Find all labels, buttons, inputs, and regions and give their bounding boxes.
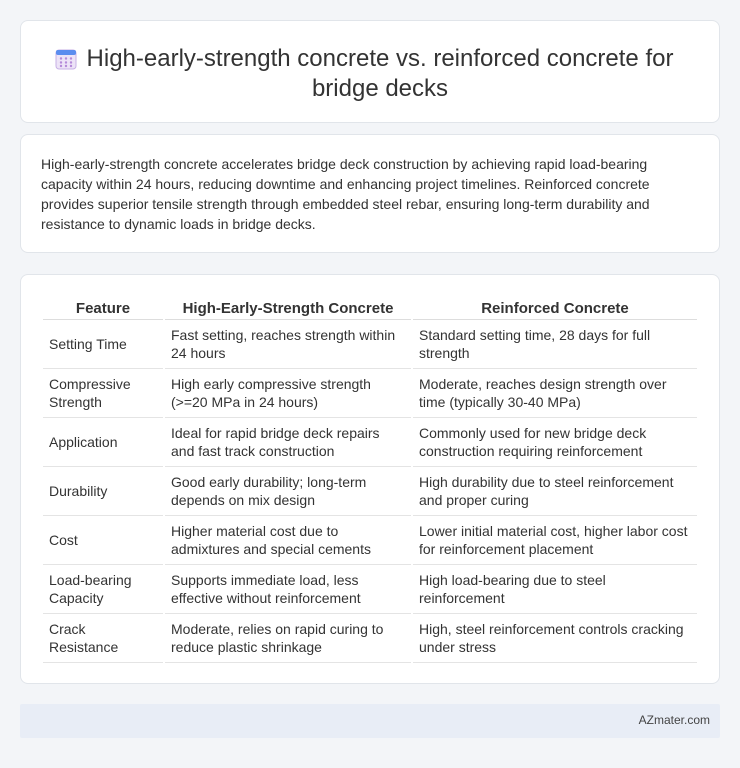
page-title: High-early-strength concrete vs. reinforced concrete for bridge decks (86, 45, 674, 102)
table-row (43, 516, 697, 565)
column-header-reinforced: Reinforced Concrete (413, 295, 697, 320)
high-early-cell: Good early durability; long-term depends on mix design (165, 467, 411, 516)
feature-cell: Cost (43, 516, 163, 565)
high-early-cell: Higher material cost due to admixtures and special cements (165, 516, 411, 565)
high-early-cell: Supports immediate load, less effective without reinforcement (165, 565, 411, 614)
feature-cell: Load-bearing Capacity (43, 565, 163, 614)
comparison-card (20, 274, 720, 684)
column-header-feature: Feature (43, 295, 163, 320)
high-early-cell: Fast setting, reaches strength within 24 hours (165, 320, 411, 369)
table-row (43, 418, 697, 467)
reinforced-cell: High, steel reinforcement controls cracking under stress (413, 614, 697, 663)
feature-cell: Compressive Strength (43, 369, 163, 418)
reinforced-cell: Standard setting time, 28 days for full strength (413, 320, 697, 369)
comparison-table (41, 295, 699, 663)
table-row (43, 565, 697, 614)
reinforced-cell: Moderate, reaches design strength over time (typically 30-40 MPa) (413, 369, 697, 418)
footer (20, 704, 720, 738)
table-header-row (43, 295, 697, 320)
table-row (43, 369, 697, 418)
table-row (43, 320, 697, 369)
reinforced-cell: High durability due to steel reinforcement and proper curing (413, 467, 697, 516)
high-early-cell: Moderate, relies on rapid curing to reduce plastic shrinkage (165, 614, 411, 663)
reinforced-cell: High load-bearing due to steel reinforcement (413, 565, 697, 614)
feature-cell: Crack Resistance (43, 614, 163, 663)
reinforced-cell: Lower initial material cost, higher labor cost for reinforcement placement (413, 516, 697, 565)
intro-paragraph: High-early-strength concrete accelerates bridge deck construction by achieving rapid load-bearing capacity within 24 hours, reducing downtime and enhancing project timelines. Reinforced concrete provides superior tensile strength through embedded steel rebar, ensuring long-term durability and resistance to dynamic loads in bridge decks. (41, 156, 650, 232)
high-early-cell: High early compressive strength (>=20 MPa in 24 hours) (165, 369, 411, 418)
table-row (43, 467, 697, 516)
footer-site-link[interactable]: AZmater.com (638, 713, 710, 727)
reinforced-cell: Commonly used for new bridge deck construction requiring reinforcement (413, 418, 697, 467)
table-row (43, 614, 697, 663)
title-card (20, 20, 720, 123)
feature-cell: Application (43, 418, 163, 467)
feature-cell: Setting Time (43, 320, 163, 369)
feature-cell: Durability (43, 467, 163, 516)
high-early-cell: Ideal for rapid bridge deck repairs and fast track construction (165, 418, 411, 467)
intro-card (20, 134, 720, 253)
column-header-high-early: High-Early-Strength Concrete (165, 295, 411, 320)
